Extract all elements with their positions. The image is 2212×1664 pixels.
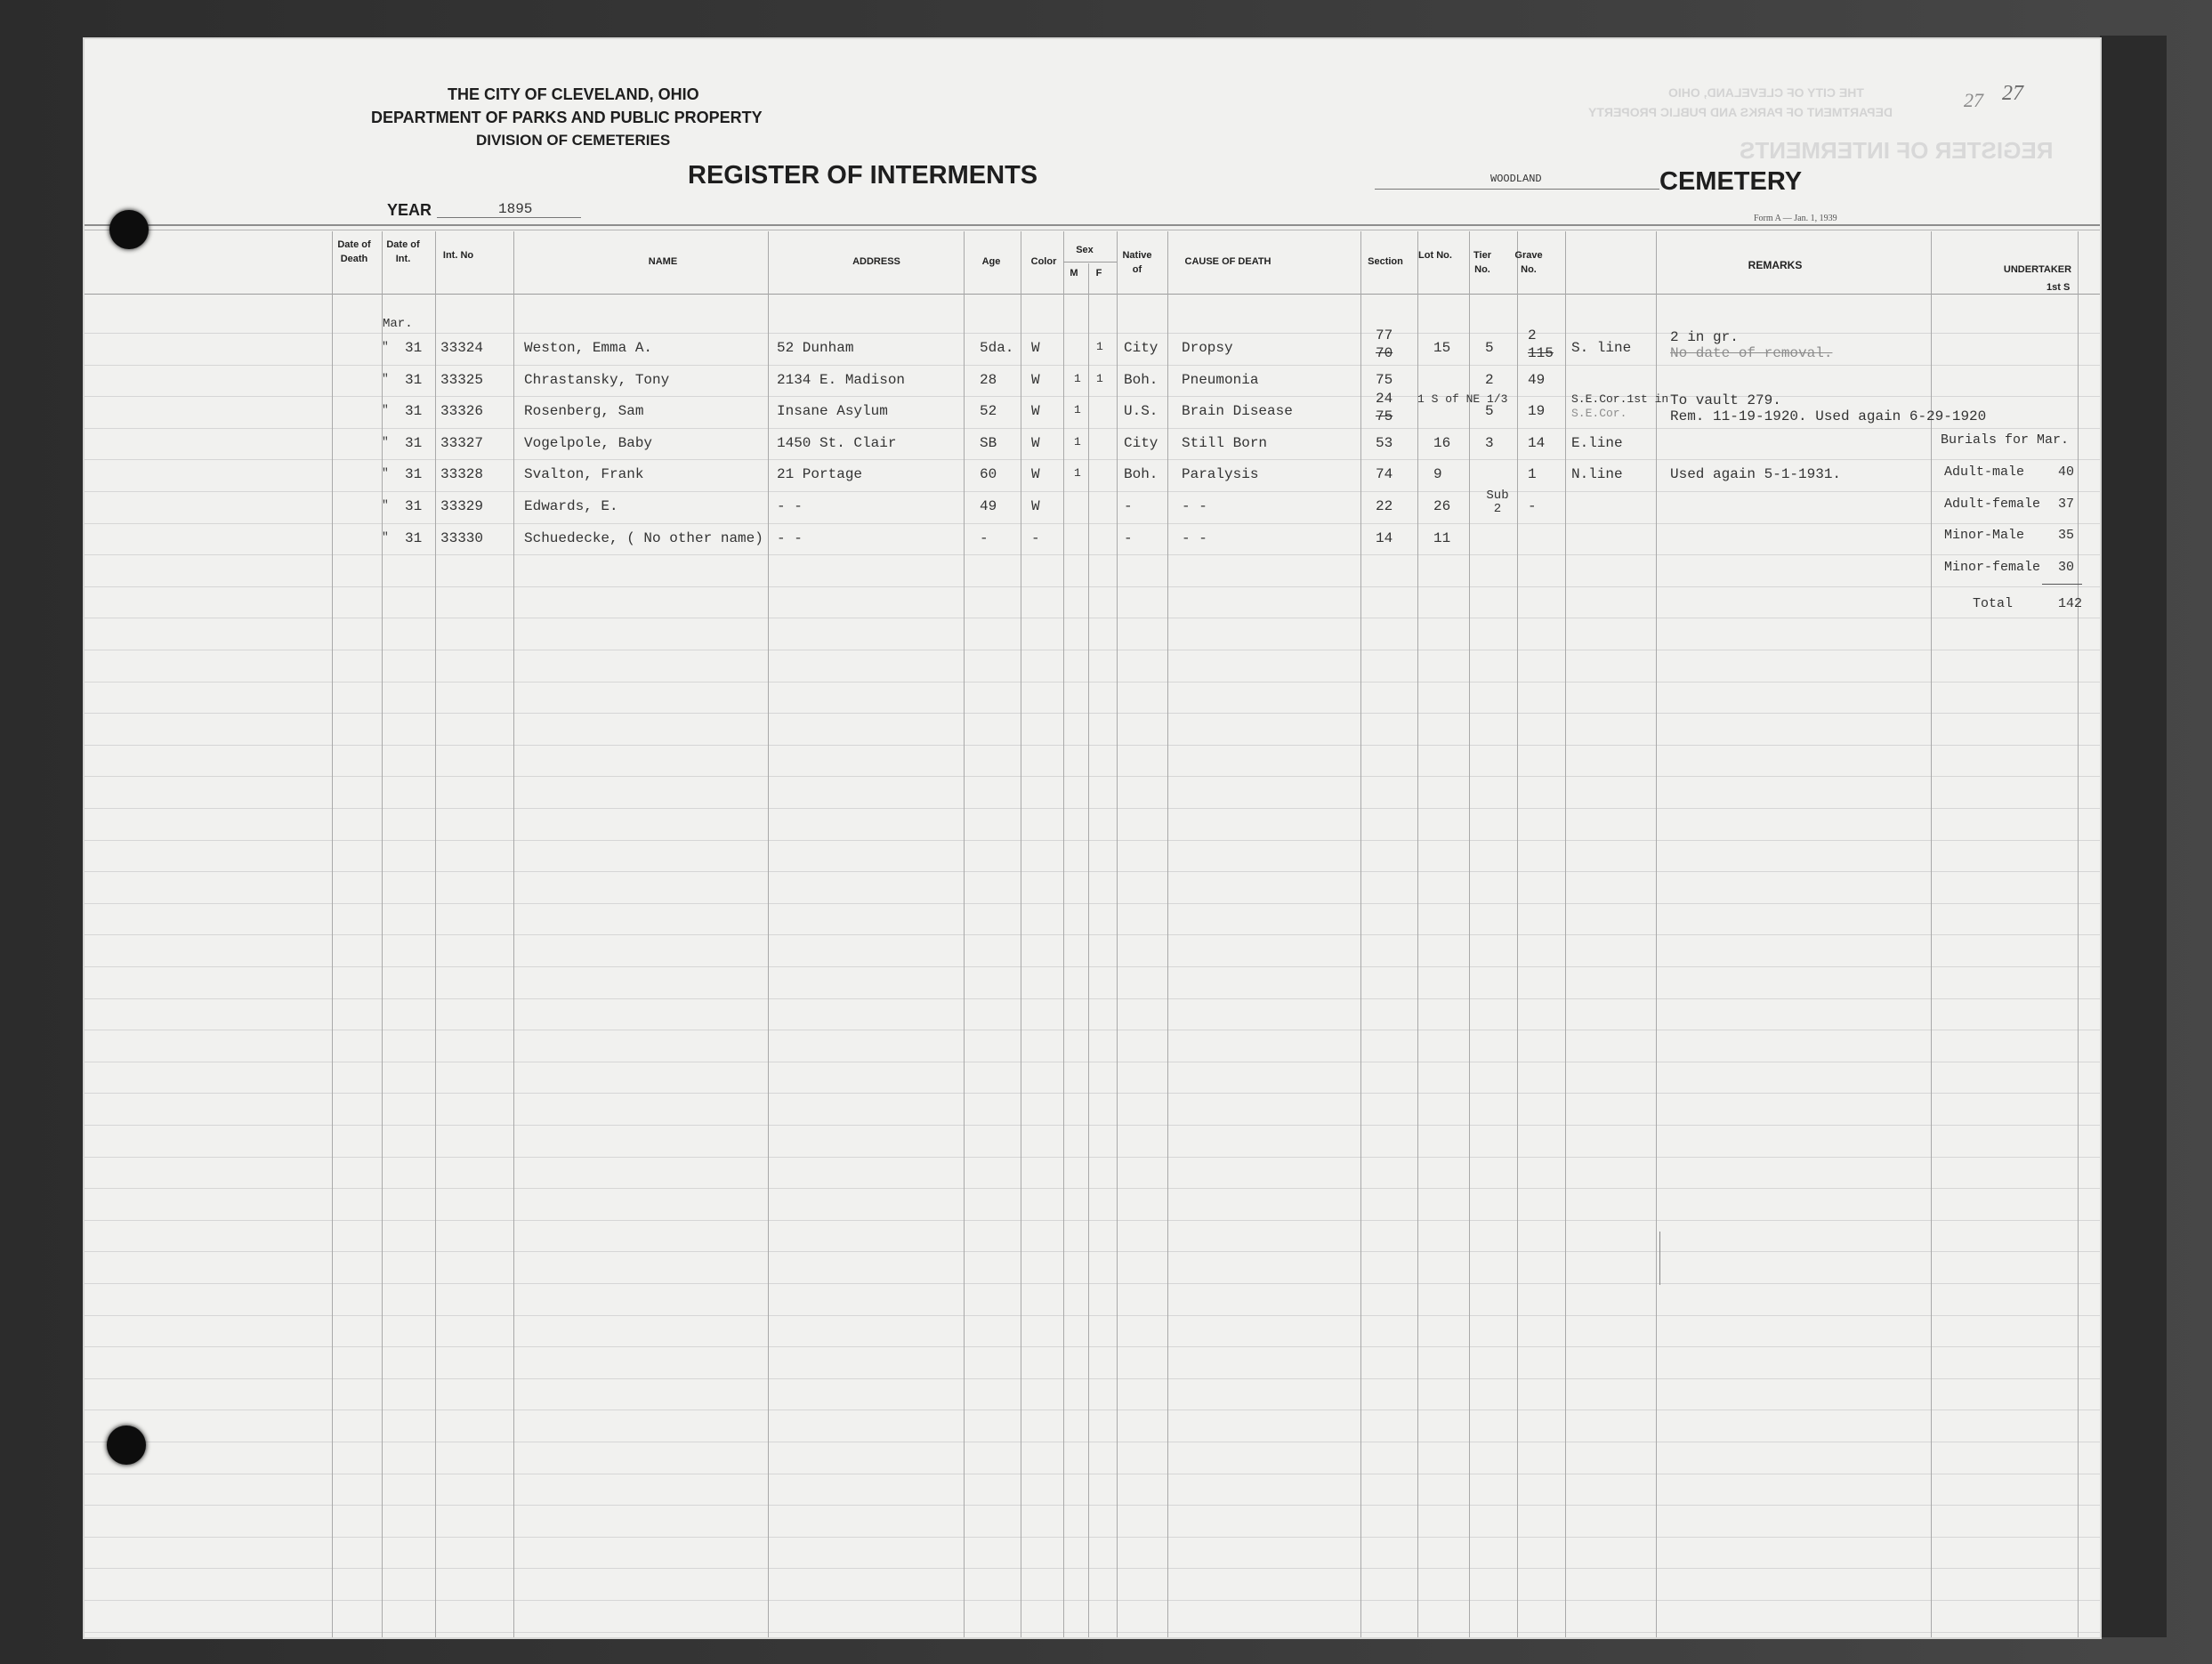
ruled-line: [85, 903, 2100, 904]
col-cause-of-death: CAUSE OF DEATH: [1184, 256, 1271, 267]
record-m: 1: [1074, 466, 1081, 480]
record-lot: 9: [1433, 466, 1442, 482]
record-ditto: ": [382, 498, 389, 512]
record-age: 5da.: [980, 340, 1014, 356]
record-int-no: 33329: [440, 498, 484, 514]
register-sheet: [85, 39, 2100, 1637]
col-sex: Sex: [1076, 245, 1094, 255]
record-address: 1450 St. Clair: [777, 435, 897, 451]
record-age: 49: [980, 498, 997, 514]
record-f: 1: [1096, 340, 1103, 353]
ruled-line: [85, 1125, 2100, 1126]
record-name: Chrastansky, Tony: [524, 372, 670, 388]
scanner-background: [2100, 36, 2167, 1637]
record-grave2: 115: [1528, 345, 1554, 361]
record-age: -: [980, 530, 989, 546]
ruled-line: [85, 776, 2100, 777]
summary-label: Adult-female: [1944, 497, 2041, 512]
record-color: W: [1031, 340, 1040, 356]
ruled-line: [85, 1093, 2100, 1094]
year-label: YEAR: [387, 201, 432, 219]
record-name: Edwards, E.: [524, 498, 618, 514]
ruled-line: [85, 1157, 2100, 1158]
record-color: W: [1031, 403, 1040, 419]
column-line: [1417, 231, 1418, 1637]
record-grave: -: [1528, 498, 1537, 514]
record-f: 1: [1096, 372, 1103, 385]
record-int-no: 33327: [440, 435, 484, 451]
record-section2: 70: [1376, 345, 1393, 361]
col-tier-no: Tier No.: [1473, 250, 1491, 275]
col-grave-no: Grave No.: [1514, 250, 1543, 275]
record-date: 31: [405, 435, 423, 451]
col-lot-no: Lot No.: [1418, 250, 1452, 261]
col-address: ADDRESS: [852, 256, 900, 267]
record-name: Weston, Emma A.: [524, 340, 653, 356]
ruled-line: [85, 1378, 2100, 1379]
record-cause: Still Born: [1182, 435, 1268, 451]
record-remarks1: S.E.Cor.1st in: [1571, 392, 1669, 406]
record-cause: Paralysis: [1182, 466, 1259, 482]
page-number-alt: 27: [1964, 89, 1983, 111]
record-native: U.S.: [1124, 403, 1158, 419]
record-int-no: 33324: [440, 340, 484, 356]
record-tier: 3: [1485, 435, 1494, 451]
record-native: Boh.: [1124, 466, 1158, 482]
record-grave: 1: [1528, 466, 1537, 482]
record-native: -: [1124, 498, 1133, 514]
record-section: 74: [1376, 466, 1393, 482]
record-cause: - -: [1182, 498, 1207, 514]
record-int-no: 33326: [440, 403, 484, 419]
record-cause: Brain Disease: [1182, 403, 1293, 419]
header-rule: [85, 224, 2100, 226]
record-native: -: [1124, 530, 1133, 546]
record-color: W: [1031, 498, 1040, 514]
record-date: 31: [405, 466, 423, 482]
record-grave: 49: [1528, 372, 1546, 388]
record-color: W: [1031, 372, 1040, 388]
record-address: - -: [777, 530, 803, 546]
record-tier: 5: [1485, 340, 1494, 356]
column-line: [1517, 231, 1518, 1637]
col-int-no: Int. No: [442, 250, 474, 261]
ruled-line: [85, 1283, 2100, 1284]
col-sex-f: F: [1095, 268, 1102, 279]
division-heading: DIVISION OF CEMETERIES: [476, 132, 671, 149]
column-header-rule: [85, 294, 2100, 295]
record-section: 14: [1376, 530, 1393, 546]
record-color: W: [1031, 466, 1040, 482]
ruled-line: [85, 1220, 2100, 1221]
record-ditto: ": [382, 403, 389, 416]
record-remarks3: No date of removal.: [1670, 345, 1833, 361]
ruled-line: [85, 998, 2100, 999]
column-line: [1360, 231, 1361, 1637]
record-lot: 16: [1433, 435, 1451, 451]
ruled-line: [85, 1600, 2100, 1601]
record-int-no: 33325: [440, 372, 484, 388]
col-undertaker: UNDERTAKER: [2003, 264, 2072, 275]
record-age: 52: [980, 403, 997, 419]
year-underline: [437, 217, 581, 218]
column-line: [332, 231, 333, 1637]
record-ditto: ": [382, 435, 389, 448]
record-address: Insane Asylum: [777, 403, 888, 419]
record-tier: 5: [1485, 403, 1494, 419]
record-address: - -: [777, 498, 803, 514]
record-section: 53: [1376, 435, 1393, 451]
record-address: 21 Portage: [777, 466, 863, 482]
ruled-line: [85, 682, 2100, 683]
record-date: 31: [405, 530, 423, 546]
form-number: Form A — Jan. 1, 1939: [1754, 214, 1837, 223]
pencil-mark: [1659, 1232, 1660, 1285]
total-rule: [2042, 584, 2082, 585]
record-grave: 19: [1528, 403, 1546, 419]
summary-label: Minor-Male: [1944, 528, 2025, 543]
record-date: 31: [405, 498, 423, 514]
record-m: 1: [1074, 372, 1081, 385]
record-tier: Sub 2: [1486, 489, 1509, 516]
summary-label: Total: [1973, 596, 2014, 611]
record-ditto: ": [382, 340, 389, 353]
record-name: Svalton, Frank: [524, 466, 644, 482]
city-heading: THE CITY OF CLEVELAND, OHIO: [448, 85, 699, 103]
ruled-line: [85, 428, 2100, 429]
column-line: [2078, 231, 2079, 1637]
record-remarks2: To vault 279.: [1670, 392, 1781, 408]
binder-hole: [109, 210, 149, 249]
record-name: Rosenberg, Sam: [524, 403, 644, 419]
record-cause: Pneumonia: [1182, 372, 1259, 388]
record-section: 77: [1376, 327, 1393, 343]
page-number: 27: [2002, 82, 2023, 105]
record-native: City: [1124, 435, 1158, 451]
bleed-through-text: DEPARTMENT OF PARKS AND PUBLIC PROPERTY: [1588, 105, 1893, 119]
ruled-line: [85, 1251, 2100, 1252]
ruled-line: [85, 396, 2100, 397]
col-age: Age: [981, 256, 1001, 267]
record-section: 22: [1376, 498, 1393, 514]
column-line: [1656, 231, 1657, 1637]
record-grave: 14: [1528, 435, 1546, 451]
col-native-of: Native of: [1122, 250, 1152, 275]
summary-label: Minor-female: [1944, 560, 2041, 575]
record-m: 1: [1074, 435, 1081, 448]
record-name: Vogelpole, Baby: [524, 435, 653, 451]
record-date: 31: [405, 340, 423, 356]
record-lot: 15: [1433, 340, 1451, 356]
ruled-line: [85, 1346, 2100, 1347]
record-tier: 2: [1485, 372, 1494, 388]
ruled-line: [85, 365, 2100, 366]
ruled-line: [85, 491, 2100, 492]
record-remarks1: N.line: [1571, 466, 1623, 482]
record-ditto: ": [382, 372, 389, 385]
record-remarks2: Used again 5-1-1931.: [1670, 466, 1842, 482]
ruled-line: [85, 1188, 2100, 1189]
record-remarks1: S. line: [1571, 340, 1632, 356]
bleed-through-text: REGISTER OF INTERMENTS: [1740, 137, 2054, 164]
record-date: 31: [405, 403, 423, 419]
month-label: Mar.: [383, 317, 413, 331]
record-address: 2134 E. Madison: [777, 372, 906, 388]
record-native: City: [1124, 340, 1158, 356]
record-lot: 11: [1433, 530, 1451, 546]
column-line: [513, 231, 514, 1637]
ruled-line: [85, 333, 2100, 334]
col-color: Color: [1030, 256, 1057, 267]
bleed-through-text: THE CITY OF CLEVELAND, OHIO: [1668, 85, 1864, 100]
record-remarks2: 2 in gr.: [1670, 329, 1739, 345]
record-color: W: [1031, 435, 1040, 451]
col-remarks: REMARKS: [1748, 259, 1803, 271]
summary-value: 37: [2058, 497, 2075, 512]
record-ditto: ": [382, 530, 389, 544]
column-line: [1931, 231, 1932, 1637]
ruled-line: [85, 554, 2100, 555]
record-lot: 26: [1433, 498, 1451, 514]
cemetery-underline: [1375, 189, 1659, 190]
record-age: 28: [980, 372, 997, 388]
record-age: SB: [980, 435, 997, 451]
ruled-line: [85, 966, 2100, 967]
record-section: 75: [1376, 372, 1393, 388]
year-value: 1895: [498, 201, 533, 217]
col-name: NAME: [648, 256, 678, 267]
summary-value: 142: [2058, 596, 2083, 611]
ruled-line: [85, 713, 2100, 714]
col-first-s: 1st S: [2047, 282, 2071, 293]
summary-value: 30: [2058, 560, 2075, 575]
ruled-line: [85, 586, 2100, 587]
record-ditto: ": [382, 466, 389, 480]
col-date-of-int: Date of Int.: [386, 239, 420, 264]
column-line: [1167, 231, 1168, 1637]
record-native: Boh.: [1124, 372, 1158, 388]
col-sex-m: M: [1070, 268, 1078, 279]
record-section2: 75: [1376, 408, 1393, 424]
record-age: 60: [980, 466, 997, 482]
ruled-line: [85, 871, 2100, 872]
record-color: -: [1031, 530, 1040, 546]
ruled-line: [85, 459, 2100, 460]
record-section: 24: [1376, 391, 1393, 407]
sex-subheader-rule: [1063, 262, 1117, 263]
column-line: [1117, 231, 1118, 1637]
record-lot: 1 S of NE 1/3: [1417, 392, 1508, 406]
burials-heading: Burials for Mar.: [1941, 432, 2070, 448]
column-line: [964, 231, 965, 1637]
record-grave: 2: [1528, 327, 1537, 343]
record-remarks3: Rem. 11-19-1920. Used again 6-29-1920: [1670, 408, 1987, 424]
ruled-line: [85, 523, 2100, 524]
record-remarks1b: S.E.Cor.: [1571, 407, 1627, 420]
column-line: [1565, 231, 1566, 1637]
record-name: Schuedecke, ( No other name): [524, 530, 763, 546]
department-heading: DEPARTMENT OF PARKS AND PUBLIC PROPERTY: [371, 109, 763, 126]
summary-label: Adult-male: [1944, 464, 2025, 480]
column-line: [1063, 231, 1064, 1637]
ruled-line: [85, 1537, 2100, 1538]
page-title: REGISTER OF INTERMENTS: [688, 161, 1038, 190]
column-line: [435, 231, 436, 1637]
record-cause: - -: [1182, 530, 1207, 546]
record-m: 1: [1074, 403, 1081, 416]
ruled-line: [85, 1568, 2100, 1569]
summary-value: 40: [2058, 464, 2075, 480]
ruled-line: [85, 840, 2100, 841]
record-cause: Dropsy: [1182, 340, 1233, 356]
record-remarks1: E.line: [1571, 435, 1623, 451]
cemetery-name: WOODLAND: [1490, 173, 1542, 185]
summary-value: 35: [2058, 528, 2075, 543]
record-date: 31: [405, 372, 423, 388]
record-int-no: 33330: [440, 530, 484, 546]
record-address: 52 Dunham: [777, 340, 854, 356]
column-line: [1469, 231, 1470, 1637]
ruled-line: [85, 1505, 2100, 1506]
record-int-no: 33328: [440, 466, 484, 482]
ruled-line: [85, 1315, 2100, 1316]
col-section: Section: [1368, 256, 1403, 267]
cemetery-label: CEMETERY: [1659, 167, 1803, 196]
column-line: [768, 231, 769, 1637]
column-line: [1088, 263, 1089, 1637]
ruled-line: [85, 1632, 2100, 1633]
ruled-line: [85, 745, 2100, 746]
ruled-line: [85, 808, 2100, 809]
ruled-line: [85, 934, 2100, 935]
binder-hole: [107, 1426, 146, 1465]
col-date-of-death: Date of Death: [337, 239, 371, 264]
